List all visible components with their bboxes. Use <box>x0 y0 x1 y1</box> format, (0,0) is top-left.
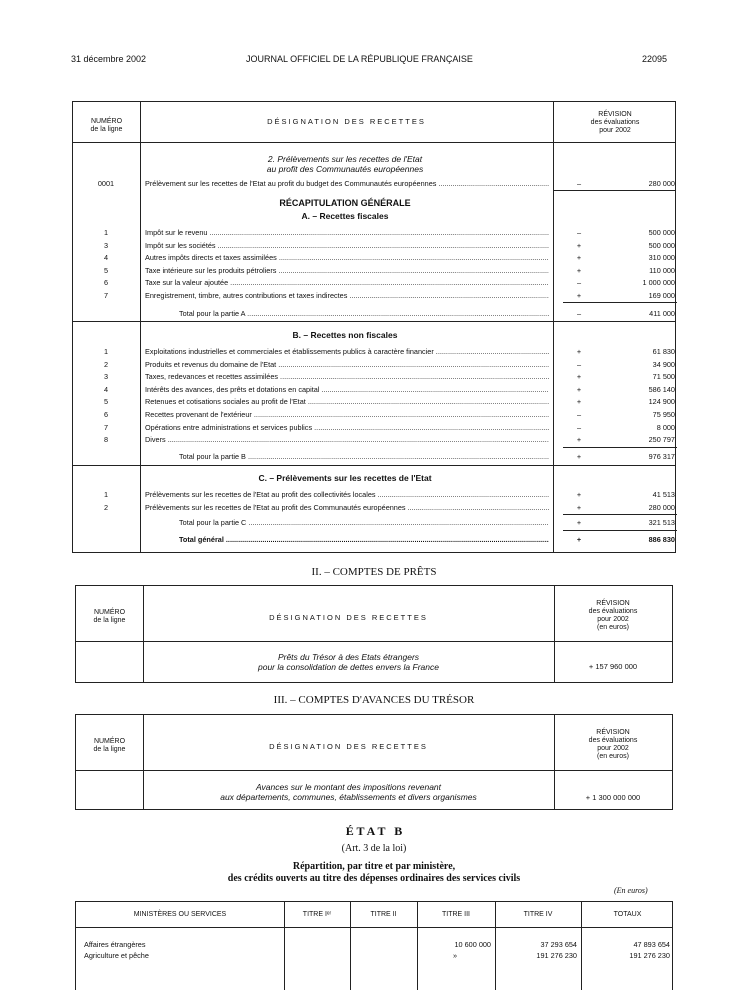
prets-description: Prêts du Trésor à des Etats étrangers pour la consolidation de dettes envers la France <box>258 652 439 672</box>
total-general: Total général ..... + 886 830 <box>73 534 675 546</box>
col-ministeres: MINISTÈRES OU SERVICES <box>133 911 227 918</box>
comptes-avances-table <box>75 714 673 810</box>
etat-b-title: É T A T B <box>345 824 403 838</box>
table-row: 6 Taxe sur la valeur ajoutée ..... – 1 000 000 <box>73 277 675 289</box>
col-titre-2: TITRE II <box>370 911 397 918</box>
table-row: 0001 Prélèvement sur les recettes de l'Etat au profit du budget des Communautés européennes ..... – 280 000 <box>73 178 675 190</box>
prets-amount: + 157 960 000 <box>588 662 638 671</box>
col-designation: DÉSIGNATION DES RECETTES <box>267 117 426 126</box>
col-totaux: TOTAUX <box>613 911 642 918</box>
col-numero: NUMÉRO de la ligne <box>90 118 123 133</box>
table-row: 1 Prélèvements sur les recettes de l'Etat au profit des collectivités locales ..... + 41 513 <box>73 489 675 501</box>
table-row: 8 Divers ..... + 250 797 <box>73 434 675 446</box>
table-row: 4 Autres impôts directs et taxes assimilées ..... + 310 000 <box>73 252 675 264</box>
col-titre-1: TITRE Iᵉʳ <box>302 911 332 918</box>
table-row: 5 Taxe intérieure sur les produits pétroliers ..... + 110 000 <box>73 265 675 277</box>
table-row: 2 Produits et revenus du domaine de l'Etat ..... – 34 900 <box>73 359 675 371</box>
part-c-title: C. – Prélèvements sur les recettes de l'Etat <box>258 473 432 483</box>
table-row: 3 Impôt sur les sociétés ..... + 500 000 <box>73 240 675 252</box>
avances-amount: + 1 300 000 000 <box>585 793 641 802</box>
col-numero: NUMÉRO de la ligne <box>93 609 126 624</box>
col-numero: NUMÉRO de la ligne <box>93 738 126 753</box>
table-row: 7 Opérations entre administrations et services publics ..... – 8 000 <box>73 422 675 434</box>
table-row: 7 Enregistrement, timbre, autres contributions et taxes indirectes ..... + 169 000 <box>73 290 675 302</box>
header-date: 31 décembre 2002 <box>71 54 147 64</box>
comptes-prets-table <box>75 585 673 683</box>
table-row: 2 Prélèvements sur les recettes de l'Etat au profit des Communautés européennes ..... + 280 000 <box>73 502 675 514</box>
col-revision: RÉVISION des évaluations pour 2002 (en euros) <box>588 600 638 631</box>
table-row: 1 Impôt sur le revenu ..... – 500 000 <box>73 227 675 239</box>
recettes-table <box>72 101 676 553</box>
col-revision: RÉVISION des évaluations pour 2002 <box>590 111 640 134</box>
col-designation: DÉSIGNATION DES RECETTES <box>269 613 428 622</box>
etat-b-table <box>75 901 673 990</box>
col-titre-4: TITRE IV <box>523 911 553 918</box>
table-row: Agriculture et pêche » 191 276 230 191 276 230 <box>84 951 670 960</box>
col-titre-3: TITRE III <box>442 911 470 918</box>
section-2-heading: II. – COMPTES DE PRÊTS <box>311 566 437 578</box>
etat-b-article: (Art. 3 de la loi) <box>341 843 407 854</box>
table-row: 5 Retenues et cotisations sociales au profit de l'Etat ..... + 124 900 <box>73 396 675 408</box>
section-2-title: 2. Prélèvements sur les recettes de l'Etat au profit des Communautés européennes <box>266 154 424 174</box>
section-3-heading: III. – COMPTES D'AVANCES DU TRÉSOR <box>273 694 475 706</box>
etat-b-unit: (En euros) <box>614 886 648 895</box>
table-row: Affaires étrangères 10 600 000 37 293 654 47 893 654 <box>84 940 670 949</box>
total-partie-c: Total pour la partie C ..... + 321 513 <box>73 517 675 529</box>
etat-b-subtitle: Répartition, par titre et par ministère, des crédits ouverts au titre des dépenses ordinaires des services civils <box>227 861 521 884</box>
part-b-title: B. – Recettes non fiscales <box>292 330 398 340</box>
col-revision: RÉVISION des évaluations pour 2002 (en euros) <box>588 729 638 760</box>
part-a-title: A. – Recettes fiscales <box>301 211 389 221</box>
avances-description: Avances sur le montant des impositions revenant aux départements, communes, établissements et divers organismes <box>220 782 477 802</box>
total-partie-a: Total pour la partie A ..... – 411 000 <box>73 308 675 320</box>
table-row: 3 Taxes, redevances et recettes assimilées ..... + 71 500 <box>73 371 675 383</box>
table-row: 1 Exploitations industrielles et commerciales et établissements publics à caractère financier ..... + 61 830 <box>73 346 675 358</box>
table-row: 4 Intérêts des avances, des prêts et dotations en capital ..... + 586 140 <box>73 384 675 396</box>
total-partie-b: Total pour la partie B ..... + 976 317 <box>73 451 675 463</box>
header-journal: JOURNAL OFFICIEL DE LA RÉPUBLIQUE FRANÇAISE <box>246 54 473 64</box>
header-page: 22095 <box>642 54 668 64</box>
table-row: 6 Recettes provenant de l'extérieur ..... – 75 950 <box>73 409 675 421</box>
recap-title: RÉCAPITULATION GÉNÉRALE <box>279 198 411 208</box>
col-designation: DÉSIGNATION DES RECETTES <box>269 742 428 751</box>
